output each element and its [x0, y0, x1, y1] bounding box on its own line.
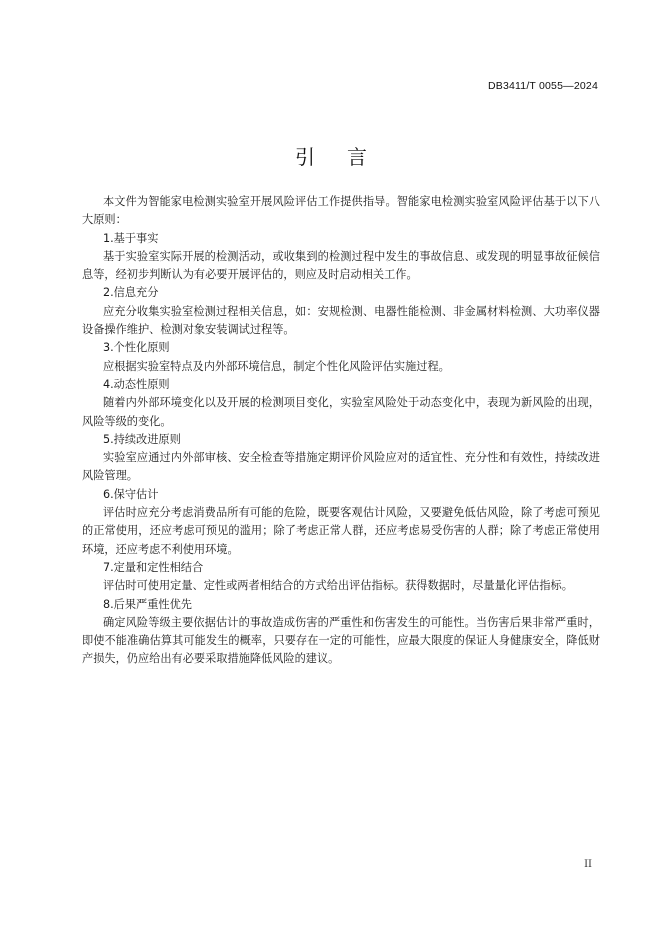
document-code: DB3411/T 0055—2024: [487, 80, 598, 92]
page-number: II: [584, 859, 592, 870]
principle-6-text: 评估时应充分考虑消费品所有可能的危险，既要客观估计风险，又要避免低估风险，除了考虑可预见的正常使用，还应考虑可预见的滥用；除了考虑正常人群，还应考虑易受伤害的人群；除了考虑正常使用环境，还应考虑不利使用环境。: [82, 506, 600, 556]
principle-5-heading: 5.持续改进原则: [103, 432, 181, 446]
principle-3-text: 应根据实验室特点及内外部环境信息，制定个性化风险评估实施过程。: [103, 359, 450, 373]
principle-3-heading: 3.个性化原则: [103, 341, 170, 355]
principle-1-heading: 1.基于事实: [103, 231, 159, 245]
principle-2-heading: 2.信息充分: [103, 286, 159, 300]
principle-1-text: 基于实验室实际开展的检测活动，或收集到的检测过程中发生的事故信息、或发现的明显事故征候信息等，经初步判断认为有必要开展评估的，则应及时启动相关工作。: [82, 249, 600, 282]
principle-4-text: 随着内外部环境变化以及开展的检测项目变化，实验室风险处于动态变化中，表现为新风险的出现，风险等级的变化。: [82, 396, 600, 428]
page-title: 引言: [295, 145, 399, 169]
principle-8-heading: 8.后果严重性优先: [103, 597, 192, 611]
principle-2-text: 应充分收集实验室检测过程相关信息，如：安规检测、电器性能检测、非金属材料检测、大功率仪器设备操作维护、检测对象安装调试过程等。: [82, 304, 600, 337]
principle-5-text: 实验室应通过内外部审核、安全检查等措施定期评价风险应对的适宜性、充分性和有效性，持续改进风险管理。: [82, 451, 600, 483]
principle-8-text: 确定风险等级主要依据估计的事故造成伤害的严重性和伤害发生的可能性。当伤害后果非常严重时，即使不能准确估算其可能发生的概率，只要存在一定的可能性，应最大限度的保证人身健康安全，降低财产损失，仍应给出有必要采取措施降低风险的建议。: [82, 615, 600, 666]
principle-7-text: 评估时可使用定量、定性或两者相结合的方式给出评估指标。获得数据时，尽量量化评估指标。: [103, 579, 573, 593]
principle-4-heading: 4.动态性原则: [103, 377, 170, 391]
intro-paragraph: 本文件为智能家电检测实验室开展风险评估工作提供指导。智能家电检测实验室风险评估基于以下八大原则：: [82, 195, 600, 227]
principle-6-heading: 6.保守估计: [103, 487, 159, 501]
principle-7-heading: 7.定量和定性相结合: [103, 560, 204, 574]
document-body: [82, 193, 600, 669]
